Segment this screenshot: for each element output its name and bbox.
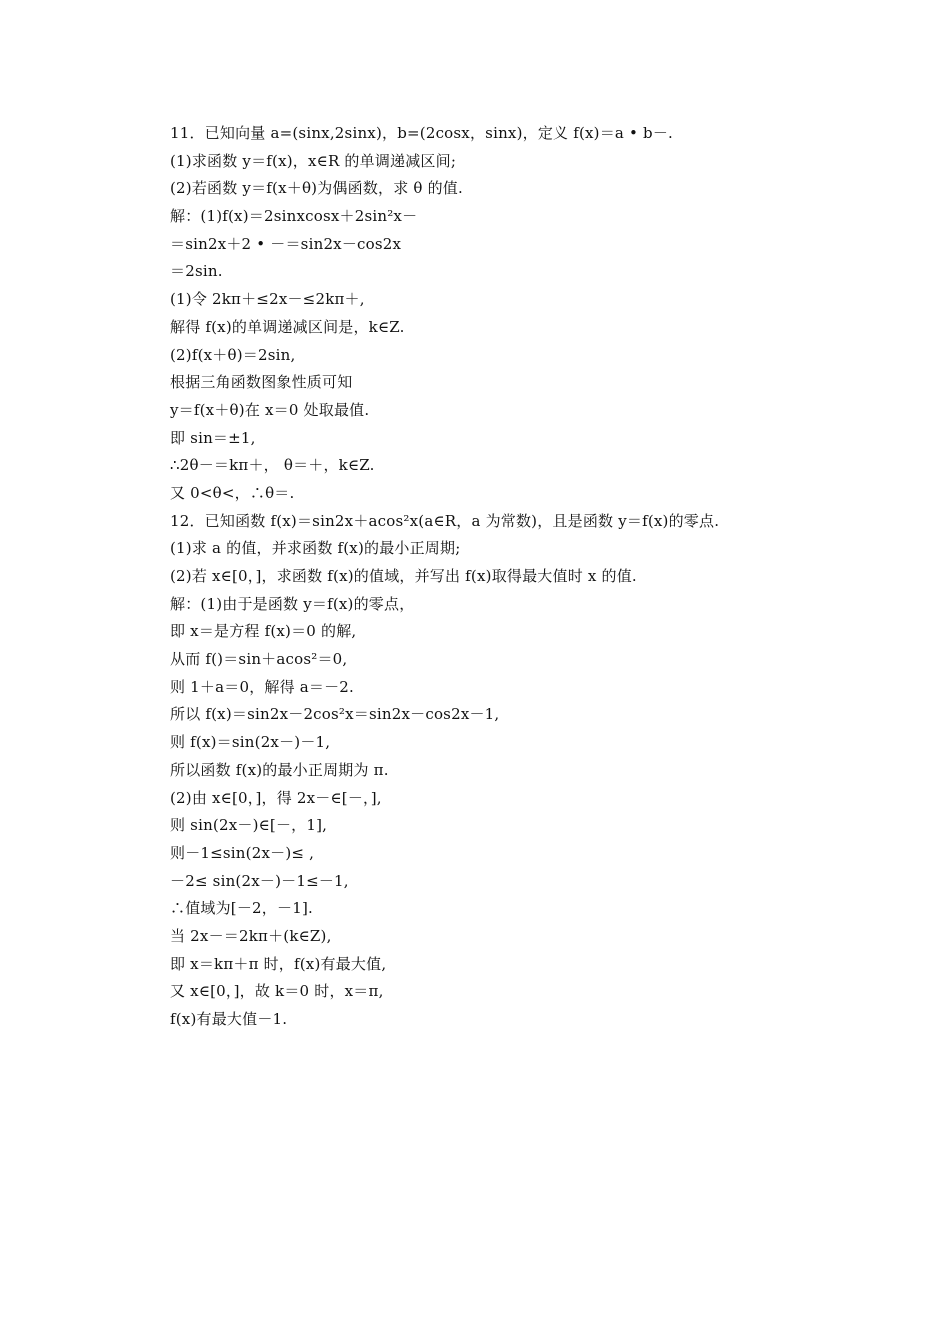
text-line: 所以函数 f(x)的最小正周期为 π. <box>170 760 389 779</box>
text-line: 则 1＋a＝0，解得 a＝－2. <box>170 677 355 696</box>
text-line: ＝sin2x＋2 • －＝sin2x－cos2x <box>170 234 402 253</box>
text-line: 12．已知函数 f(x)＝sin2x＋acos²x(a∈R，a 为常数)，且是函数 y＝f(x)的零点. <box>170 511 720 530</box>
text-line: 即 x＝kπ＋π 时，f(x)有最大值, <box>170 954 387 973</box>
text-line: 则 sin(2x－)∈[－，1], <box>170 816 328 835</box>
text-line: 根据三角函数图象性质可知 <box>170 373 353 392</box>
text-line: 解得 f(x)的单调递减区间是，k∈Z. <box>170 317 405 336</box>
text-line: 11．已知向量 a=(sinx,2sinx)，b=(2cosx，sinx)，定义 f(x)＝a • b－. <box>170 124 674 142</box>
text-line: (1)令 2kπ＋≤2x－≤2kπ＋, <box>170 290 365 309</box>
text-line: ＝2sin. <box>170 262 223 281</box>
text-line: －2≤ sin(2x－)－1≤－1, <box>170 871 349 890</box>
text-line: 又 x∈[0，]，故 k＝0 时，x＝π, <box>170 982 384 1001</box>
text-line: 即 x＝是方程 f(x)＝0 的解, <box>170 622 357 641</box>
text-line: 所以 f(x)＝sin2x－2cos²x＝sin2x－cos2x－1, <box>170 705 500 724</box>
text-line: f(x)有最大值－1. <box>170 1010 288 1028</box>
document-body <box>170 120 810 1034</box>
text-line: (1)求函数 y＝f(x)，x∈R 的单调递减区间; <box>170 151 457 170</box>
text-line: 当 2x－＝2kπ＋(k∈Z), <box>170 926 332 945</box>
text-line: 即 sin＝±1, <box>170 428 256 447</box>
text-line: ∴2θ－＝kπ＋， θ＝＋，k∈Z. <box>170 456 375 475</box>
text-line: (2)f(x＋θ)＝2sin, <box>170 345 296 364</box>
text-line: 解：(1)由于是函数 y＝f(x)的零点， <box>170 594 415 613</box>
text-line: (2)由 x∈[0，]，得 2x－∈[－，], <box>170 788 382 807</box>
text-line: (1)求 a 的值，并求函数 f(x)的最小正周期; <box>170 539 461 558</box>
text-line: 从而 f()＝sin＋acos²＝0, <box>170 650 348 669</box>
text-line: (2)若函数 y＝f(x＋θ)为偶函数，求 θ 的值. <box>170 179 463 198</box>
text-line: (2)若 x∈[0，]，求函数 f(x)的值域，并写出 f(x)取得最大值时 x 的值. <box>170 567 637 585</box>
text-line: y＝f(x＋θ)在 x＝0 处取最值. <box>170 400 370 419</box>
text-line: 则－1≤sin(2x－)≤ , <box>170 843 315 862</box>
text-line: 又 0<θ<，∴θ＝. <box>170 483 295 502</box>
text-line: 解：(1)f(x)＝2sinxcosx＋2sin²x－ <box>170 207 418 226</box>
text-line: 则 f(x)＝sin(2x－)－1, <box>170 733 331 752</box>
text-line: ∴值域为[－2，－1]. <box>170 899 313 918</box>
